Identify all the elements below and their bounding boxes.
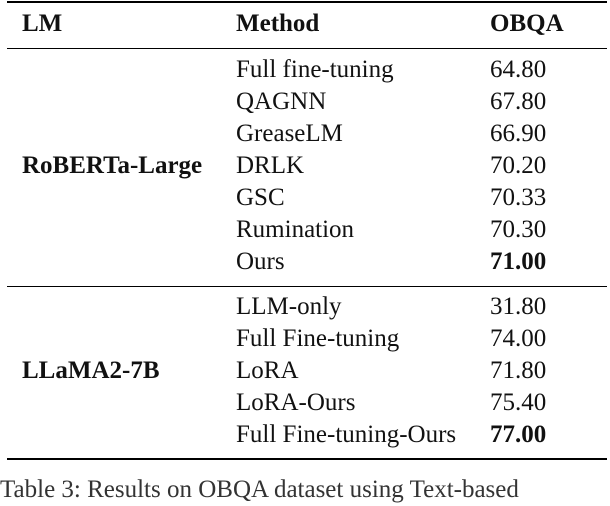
table-cell-score: 70.33 [490, 184, 547, 211]
table-cell-method: QAGNN [236, 88, 327, 115]
table-caption: Table 3: Results on OBQA dataset using Text-based [0, 476, 519, 503]
table-cell-score: 75.40 [490, 389, 547, 416]
table-cell-method: LLM-only [236, 293, 342, 320]
table-cell-method: Rumination [236, 216, 355, 243]
group-lm-label: RoBERTa-Large [22, 152, 203, 179]
table-cell-score: 74.00 [490, 325, 547, 352]
group-lm-label: LLaMA2-7B [22, 357, 160, 384]
table-top-rule [7, 1, 607, 3]
header-obqa: OBQA [490, 10, 564, 37]
header-lm: LM [22, 10, 63, 37]
table-cell-score-best: 77.00 [490, 421, 547, 448]
table-cell-method: LoRA-Ours [236, 389, 356, 416]
group-separator-rule [7, 286, 607, 287]
header-method: Method [236, 10, 320, 37]
table-cell-score-best: 71.00 [490, 248, 547, 275]
table-cell-method: Ours [236, 248, 285, 275]
table-cell-method: LoRA [236, 357, 299, 384]
table-cell-score: 71.80 [490, 357, 547, 384]
table-cell-method: Full fine-tuning [236, 56, 394, 83]
table-cell-score: 70.20 [490, 152, 547, 179]
table-cell-method: GSC [236, 184, 285, 211]
table-cell-score: 31.80 [490, 293, 547, 320]
table-cell-score: 64.80 [490, 56, 547, 83]
table-cell-score: 67.80 [490, 88, 547, 115]
table-cell-method: Full Fine-tuning [236, 325, 400, 352]
table-cell-method: Full Fine-tuning-Ours [236, 421, 457, 448]
table-cell-score: 70.30 [490, 216, 547, 243]
table-bottom-rule [7, 458, 607, 460]
table-cell-score: 66.90 [490, 120, 547, 147]
header-rule [7, 48, 607, 49]
table-cell-method: DRLK [236, 152, 305, 179]
table-cell-method: GreaseLM [236, 120, 343, 147]
